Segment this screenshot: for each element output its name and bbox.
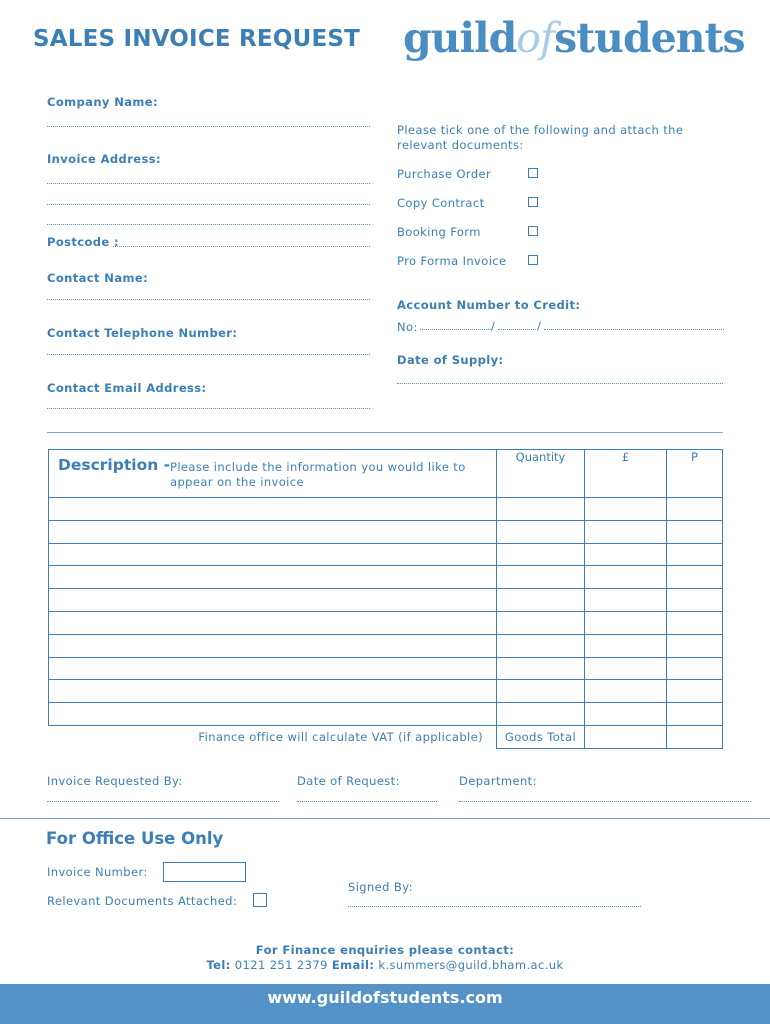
quantity-cell[interactable] (497, 498, 585, 521)
date-of-supply-field[interactable] (397, 383, 723, 384)
department-label: Department: (459, 774, 537, 788)
table-row (49, 634, 723, 657)
table-row (49, 657, 723, 680)
tel-value: 0121 251 2379 (234, 958, 328, 972)
pence-cell[interactable] (667, 543, 723, 566)
goods-total-pounds[interactable] (585, 725, 667, 748)
goods-total-row (49, 725, 723, 748)
email-value[interactable]: k.summers@guild.bham.ac.uk (378, 958, 564, 972)
logo-text-guild: guild (403, 14, 517, 62)
invoice-items-table (48, 449, 723, 749)
table-row (49, 566, 723, 589)
signed-by-label: Signed By: (348, 880, 413, 894)
quantity-cell[interactable] (497, 634, 585, 657)
pence-cell[interactable] (667, 566, 723, 589)
tel-label: Tel: (206, 958, 231, 972)
requested-by-field[interactable] (47, 801, 279, 802)
department-field[interactable] (459, 801, 751, 802)
pence-cell[interactable] (667, 680, 723, 703)
pence-cell[interactable] (667, 657, 723, 680)
account-no-label: No: (397, 320, 418, 334)
signed-by-field[interactable] (348, 906, 641, 907)
section-divider (47, 432, 723, 433)
tick-instruction-line-2: relevant documents: (397, 138, 524, 152)
pounds-cell[interactable] (585, 589, 667, 612)
vat-note: Finance office will calculate VAT (if applicable) (49, 725, 497, 748)
company-name-field[interactable] (47, 126, 370, 127)
quantity-cell[interactable] (497, 543, 585, 566)
table-row (49, 680, 723, 703)
copy-contract-checkbox[interactable] (528, 197, 538, 207)
contact-email-field[interactable] (47, 408, 370, 409)
quantity-header: Quantity (497, 450, 585, 498)
account-number-part-2[interactable] (498, 329, 536, 330)
table-header-row (49, 450, 723, 498)
pounds-cell[interactable] (585, 566, 667, 589)
contact-phone-label: Contact Telephone Number: (47, 326, 238, 340)
table-row (49, 498, 723, 521)
email-label: Email: (331, 958, 375, 972)
invoice-number-label: Invoice Number: (47, 865, 148, 879)
pence-cell[interactable] (667, 634, 723, 657)
pounds-header: £ (585, 450, 667, 498)
contact-email-label: Contact Email Address: (47, 381, 207, 395)
pounds-cell[interactable] (585, 703, 667, 726)
quantity-cell[interactable] (497, 566, 585, 589)
booking-form-checkbox[interactable] (528, 226, 538, 236)
invoice-address-line-2[interactable] (47, 204, 370, 205)
description-cell[interactable] (49, 498, 497, 521)
invoice-address-line-1[interactable] (47, 183, 370, 184)
quantity-cell[interactable] (497, 520, 585, 543)
pence-cell[interactable] (667, 611, 723, 634)
date-of-supply-label: Date of Supply: (397, 353, 504, 367)
table-row (49, 611, 723, 634)
invoice-number-input[interactable] (163, 862, 246, 882)
contact-phone-field[interactable] (47, 354, 370, 355)
description-cell[interactable] (49, 611, 497, 634)
description-cell[interactable] (49, 566, 497, 589)
description-cell[interactable] (49, 520, 497, 543)
table-row (49, 543, 723, 566)
logo-text-of: of (516, 14, 555, 62)
quantity-cell[interactable] (497, 611, 585, 634)
contact-details (0, 958, 770, 972)
pounds-cell[interactable] (585, 543, 667, 566)
date-of-request-field[interactable] (297, 801, 437, 802)
footer-website-link[interactable]: www.guildofstudents.com (267, 988, 503, 1007)
finance-enquiries-heading: For Finance enquiries please contact: (255, 943, 515, 957)
account-number-part-3[interactable] (544, 329, 724, 330)
description-cell[interactable] (49, 680, 497, 703)
pence-header: P (667, 450, 723, 498)
pounds-cell[interactable] (585, 611, 667, 634)
quantity-cell[interactable] (497, 703, 585, 726)
account-separator-2: / (537, 319, 542, 333)
description-cell[interactable] (49, 589, 497, 612)
date-of-request-label: Date of Request: (297, 774, 400, 788)
pounds-cell[interactable] (585, 520, 667, 543)
description-cell[interactable] (49, 634, 497, 657)
description-title: Description - (58, 456, 171, 474)
goods-total-label: Goods Total (497, 725, 585, 748)
option-booking-form-label: Booking Form (397, 225, 481, 239)
pro-forma-checkbox[interactable] (528, 255, 538, 265)
option-purchase-order-label: Purchase Order (397, 167, 492, 181)
office-use-title: For Office Use Only (46, 829, 224, 848)
account-number-label: Account Number to Credit: (397, 298, 581, 312)
pounds-cell[interactable] (585, 680, 667, 703)
pence-cell[interactable] (667, 703, 723, 726)
form-title: SALES INVOICE REQUEST (33, 26, 361, 52)
account-separator-1: / (491, 319, 496, 333)
pence-cell[interactable] (667, 520, 723, 543)
pence-cell[interactable] (667, 589, 723, 612)
postcode-label: Postcode : (47, 235, 120, 249)
guild-of-students-logo (403, 14, 745, 62)
quantity-cell[interactable] (497, 680, 585, 703)
invoice-address-label: Invoice Address: (47, 152, 161, 166)
contact-name-label: Contact Name: (47, 271, 149, 285)
pounds-cell[interactable] (585, 498, 667, 521)
description-header-cell (49, 450, 497, 498)
table-row (49, 703, 723, 726)
requested-by-label: Invoice Requested By: (47, 774, 183, 788)
documents-attached-label: Relevant Documents Attached: (47, 894, 238, 908)
tick-instruction-line-1: Please tick one of the following and attach the (397, 123, 684, 137)
quantity-cell[interactable] (497, 657, 585, 680)
pence-cell[interactable] (667, 498, 723, 521)
pounds-cell[interactable] (585, 657, 667, 680)
option-copy-contract-label: Copy Contract (397, 196, 485, 210)
option-pro-forma-label: Pro Forma Invoice (397, 254, 507, 268)
purchase-order-checkbox[interactable] (528, 168, 538, 178)
description-note-line-1: Please include the information you would like to (170, 460, 466, 474)
quantity-cell[interactable] (497, 589, 585, 612)
office-divider (0, 818, 770, 819)
table-row (49, 520, 723, 543)
table-row (49, 589, 723, 612)
description-cell[interactable] (49, 703, 497, 726)
account-number-part-1[interactable] (420, 329, 491, 330)
goods-total-pence[interactable] (667, 725, 723, 748)
description-cell[interactable] (49, 657, 497, 680)
description-cell[interactable] (49, 543, 497, 566)
documents-attached-checkbox[interactable] (253, 893, 267, 907)
invoice-address-line-3[interactable] (47, 224, 370, 225)
postcode-field[interactable] (113, 246, 370, 247)
logo-text-students: students (554, 14, 745, 62)
contact-name-field[interactable] (47, 299, 370, 300)
pounds-cell[interactable] (585, 634, 667, 657)
company-name-label: Company Name: (47, 95, 158, 109)
description-note-line-2: appear on the invoice (170, 475, 304, 489)
